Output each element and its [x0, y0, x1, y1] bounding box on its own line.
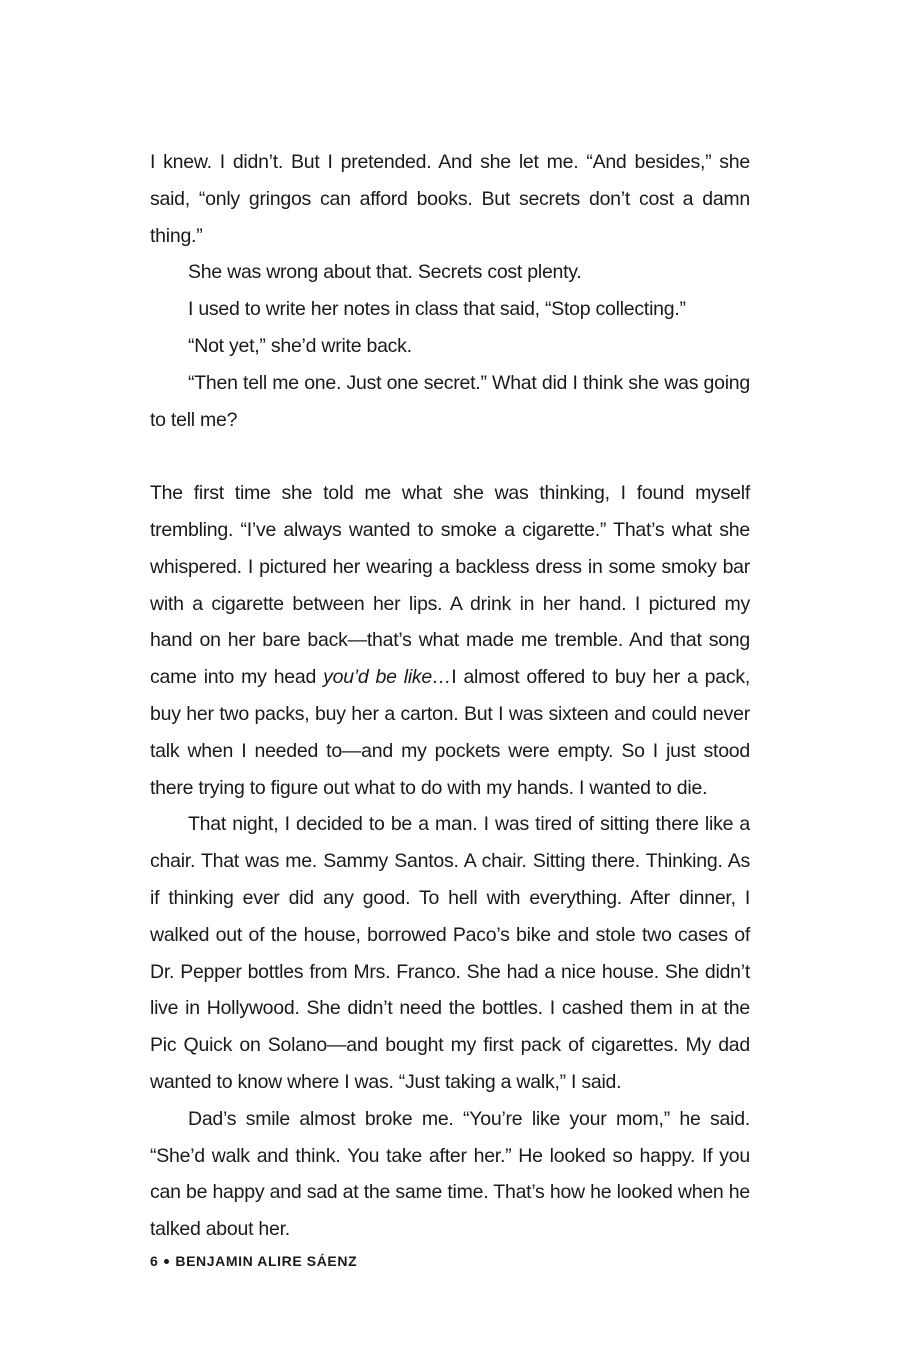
- paragraph: I used to write her notes in class that said, “Stop collecting.”: [188, 298, 686, 321]
- bullet-separator-icon: [164, 1259, 169, 1264]
- paragraph: I knew. I didn’t. But I pretended. And she let me. “And besides,” she said, “only gringos can afford books. But secrets don’t cost a damn thing.”: [150, 151, 750, 247]
- paragraph-text: The first time she told me what she was thinking, I found myself trembling. “I’ve always wanted to smoke a cigarette.” That’s what she whispered. I pictured her wearing a backless dress in some smoky bar with a cigarette between her lips. A drink in her hand. I pictured my hand on her bare back—that’s what made me tremble. And that song came into my head: [150, 482, 750, 689]
- paragraph: “Then tell me one. Just one secret.” What did I think she was going to tell me?: [150, 371, 750, 431]
- paragraph: Dad’s smile almost broke me. “You’re like your mom,” he said. “She’d walk and think. You take after her.” He looked so happy. If you can be happy and sad at the same time. That’s how he looked when he talked about her.: [150, 1107, 750, 1241]
- paragraph-section-start: [150, 475, 750, 806]
- running-footer: [150, 1250, 357, 1272]
- paragraph: “Not yet,” she’d write back.: [188, 334, 412, 357]
- page-number: 6: [150, 1253, 159, 1269]
- song-lyric-italic: you’d be like…: [323, 666, 452, 689]
- author-name: BENJAMIN ALIRE SÁENZ: [175, 1253, 358, 1269]
- paragraph-text: I almost offered to buy her a pack, buy her two packs, buy her a carton. But I was sixteen and could never talk when I needed to—and my pockets were empty. So I just stood there trying to figure out what to do with my hands. I wanted to die.: [150, 666, 750, 799]
- paragraph: She was wrong about that. Secrets cost plenty.: [188, 261, 582, 284]
- paragraph: That night, I decided to be a man. I was tired of sitting there like a chair. That was me. Sammy Santos. A chair. Sitting there. Thinking. As if thinking ever did any good. To hell with everything. After dinner, I walked out of the house, borrowed Paco’s bike and stole two cases of Dr. Pepper bottles from Mrs. Franco. She had a nice house. She didn’t live in Hollywood. She didn’t need the bottles. I cashed them in at the Pic Quick on Solano—and bought my first pack of cigarettes. My dad wanted to know where I was. “Just taking a walk,” I said.: [150, 813, 750, 1093]
- page-body: [150, 144, 750, 1248]
